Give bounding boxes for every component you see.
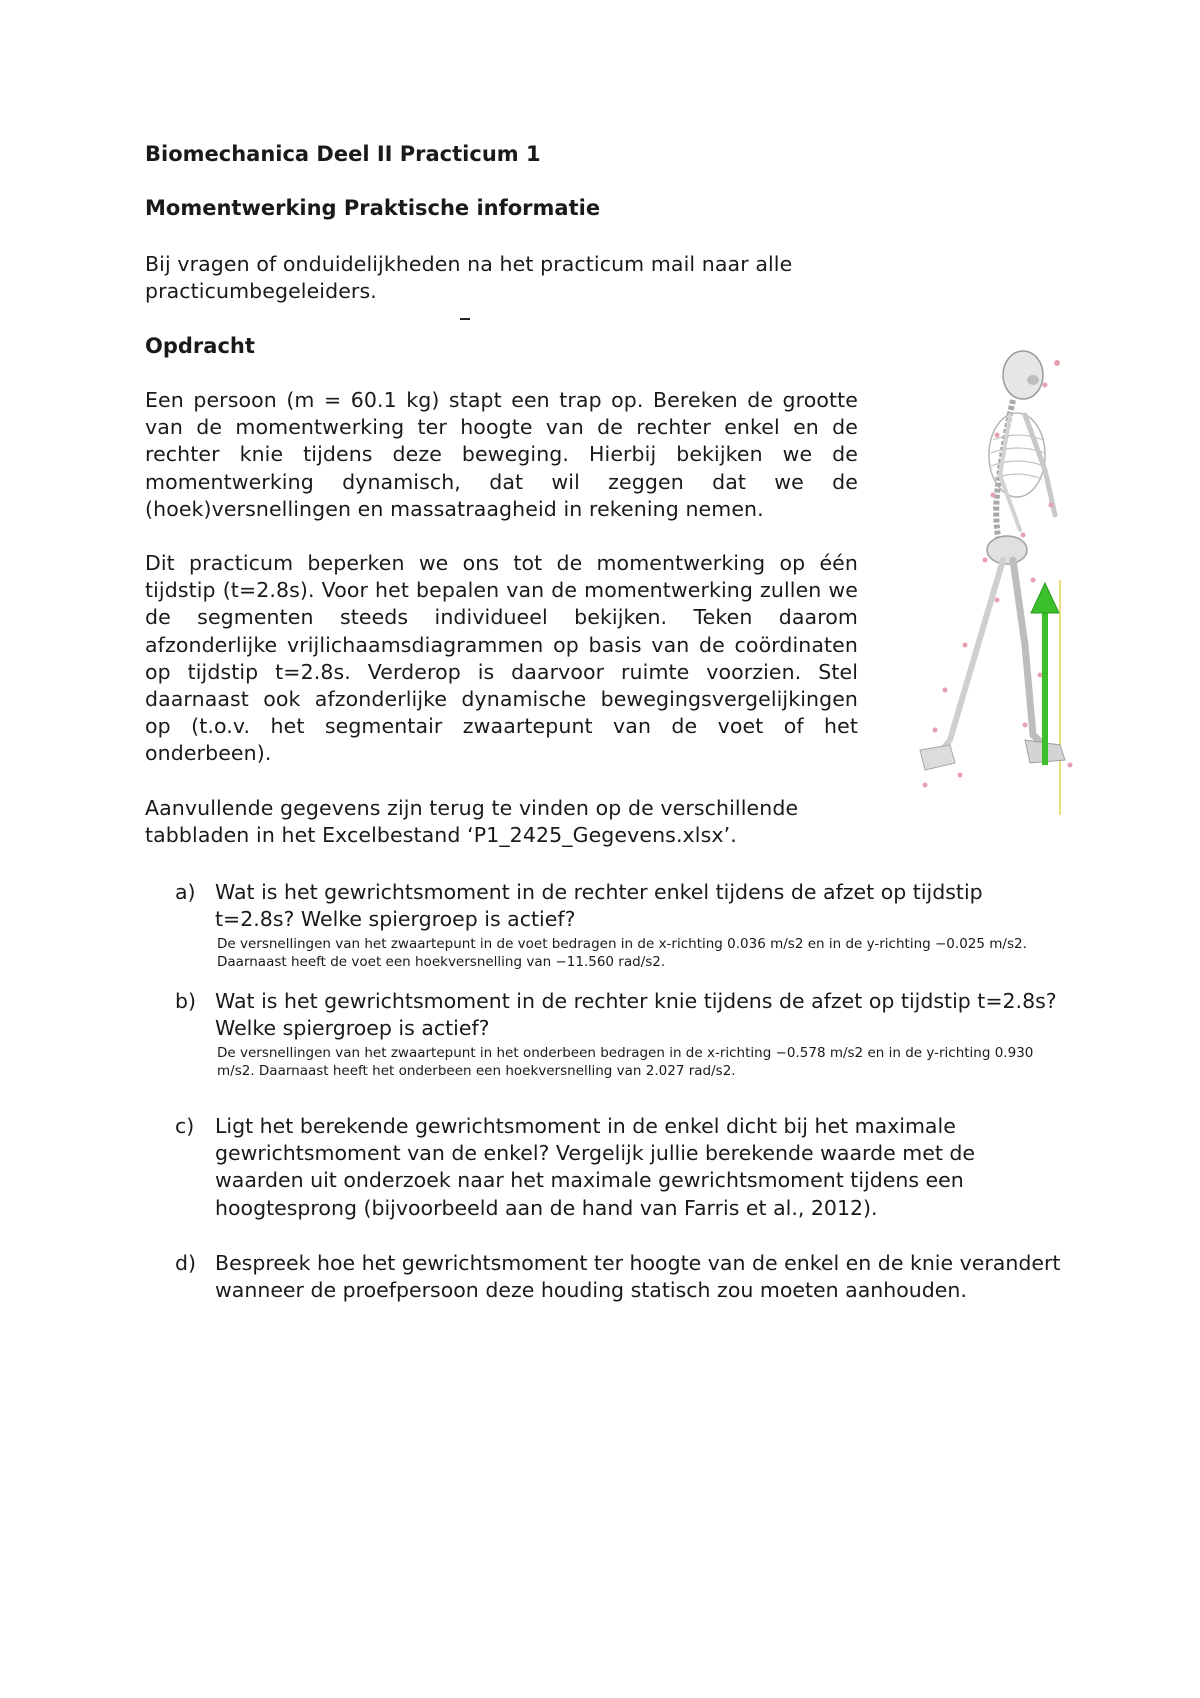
question-text: Wat is het gewrichtsmoment in de rechter enkel tijdens de afzet op tijdstip t=2.8s? Welke spiergroep is actief? <box>215 880 983 932</box>
question-letter: d) <box>175 1251 197 1275</box>
left-foot <box>920 745 955 770</box>
question-text: Wat is het gewrichtsmoment in de rechter knie tijdens de afzet op tijdstip t=2.8s? Welke spiergroep is actief? <box>215 989 1057 1041</box>
question-text: Bespreek hoe het gewrichtsmoment ter hoogte van de enkel en de knie verandert wanneer de proefpersoon deze houding statisch zou moeten aanhouden. <box>215 1251 1061 1303</box>
contact-paragraph: Bij vragen of onduidelijkheden na het practicum mail naar alle practicumbegeleiders. <box>145 252 793 304</box>
question-letter: c) <box>175 1114 195 1138</box>
pelvis <box>987 536 1027 564</box>
eye-socket <box>1027 375 1039 385</box>
stray-dash-mark <box>460 318 470 320</box>
question-note: De versnellingen van het zwaartepunt in het onderbeen bedragen in de x-richting −0.578 m/s2 en in de y-richting 0.930 m/s2. Daarnaast heeft het onderbeen een hoekversnelling van 2.027 rad/s2. <box>217 1045 1034 1079</box>
question-letter: a) <box>175 880 196 904</box>
left-leg <box>930 560 1003 765</box>
document-title: Biomechanica Deel II Practicum 1 <box>145 142 541 166</box>
intro-paragraph-1: Een persoon (m = 60.1 kg) stapt een trap op. Bereken de grootte van de momentwerking ter hoogte van de rechter enkel en de rechter knie tijdens deze beweging. Hierbij bekijken we de momentwerking dynamisch, dat wil zeggen dat we de (hoek)versnellingen en massatraagheid in rekening nemen. <box>145 388 858 521</box>
force-arrow-head <box>1031 583 1059 613</box>
intro-paragraph-3: Aanvullende gegevens zijn terug te vinden op de verschillende tabbladen in het Excelbestand ‘P1_2425_Gegevens.xlsx’. <box>145 796 799 848</box>
question-note: De versnellingen van het zwaartepunt in de voet bedragen in de x-richting 0.036 m/s2 en in de y-richting −0.025 m/s2. Daarnaast heeft de voet een hoekversnelling van −11.560 rad/s2. <box>217 936 1027 970</box>
ribcage <box>989 413 1045 497</box>
right-leg <box>1013 560 1055 755</box>
skull <box>1003 351 1043 399</box>
section-heading-opdracht: Opdracht <box>145 334 255 358</box>
skeleton-figure <box>905 345 1105 820</box>
left-arm <box>1000 415 1020 530</box>
question-letter: b) <box>175 989 197 1013</box>
document-subtitle: Momentwerking Praktische informatie <box>145 196 601 220</box>
question-text: Ligt het berekende gewrichtsmoment in de enkel dicht bij het maximale gewrichtsmoment van de enkel? Vergelijk jullie berekende waarde met de waarden uit onderzoek naar het maximale gewrichtsmoment tijdens een hoogtesprong (bijvoorbeeld aan de hand van Farris et al., 2012). <box>215 1114 976 1220</box>
intro-paragraph-2: Dit practicum beperken we ons tot de momentwerking op één tijdstip (t=2.8s). Voor het bepalen van de momentwerking zullen we de segmenten steeds individueel bekijken. Teken daarom afzonderlijke vrijlichaamsdiagrammen op basis van de coördinaten op tijdstip t=2.8s. Verderop is daarvoor ruimte voorzien. Stel daarnaast ook afzonderlijke dynamische bewegingsvergelijkingen op (t.o.v. het segmentair zwaartepunt van de voet of het onderbeen). <box>145 551 858 766</box>
